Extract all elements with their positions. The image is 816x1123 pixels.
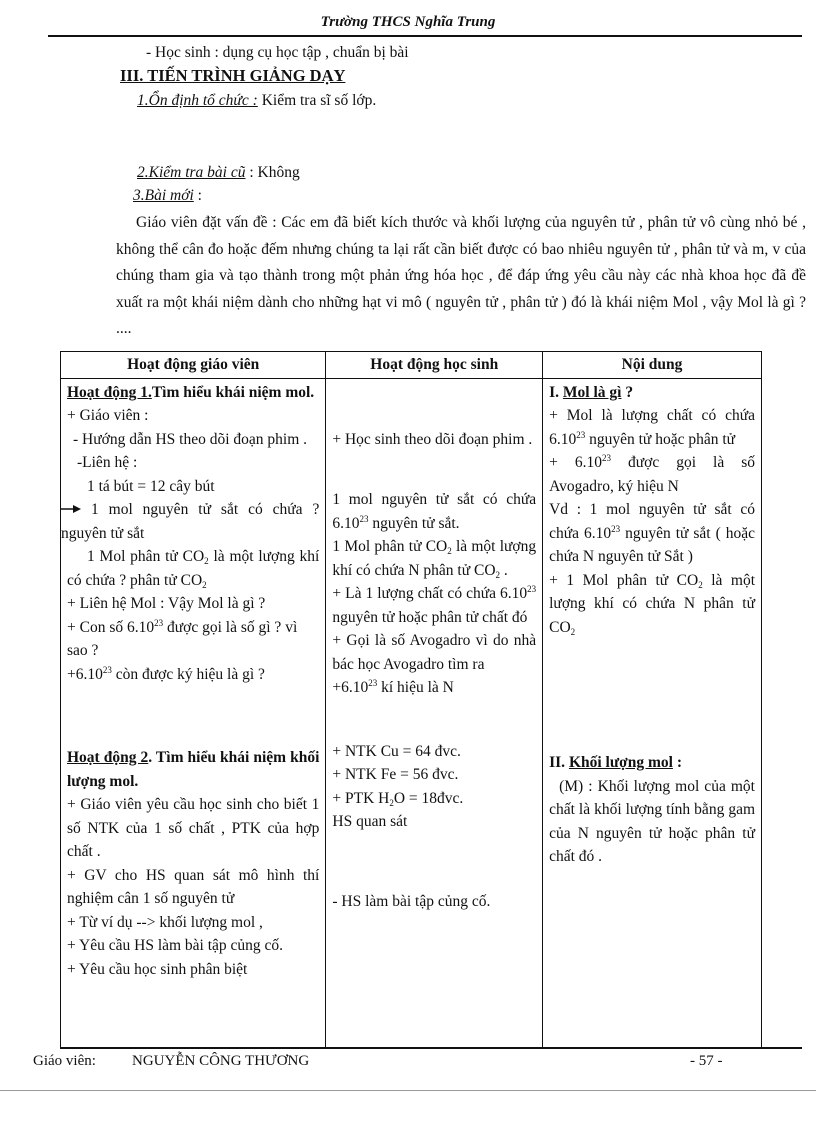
sub-2: 2 — [447, 546, 452, 556]
dozen-example: 1 tá bút = 12 cây bút — [87, 477, 215, 495]
c3-co2-a: + 1 Mol phân tử CO — [549, 571, 699, 589]
watch-film: + Học sinh theo dõi đoạn phim . — [332, 430, 533, 448]
c3-avog-a: + 6.10 — [549, 454, 602, 471]
request-1: + Giáo viên yêu cầu học sinh cho biết 1 số NTK của 1 số chất , PTK của hợp chất . — [67, 796, 320, 860]
intro-paragraph — [116, 210, 806, 343]
section-1-title — [549, 381, 755, 405]
sub-2: 2 — [202, 579, 207, 590]
sub-2: 2 — [570, 626, 576, 637]
footer-teacher-label: Giáo viên: — [33, 1053, 96, 1069]
step-1-text: Kiểm tra sĩ số lớp. — [257, 92, 377, 109]
sup-23: 23 — [102, 664, 112, 675]
sym-a-b: kí hiệu là N — [377, 679, 454, 696]
symbol-answer — [332, 676, 536, 700]
sup-23: 23 — [576, 429, 586, 440]
page-header-school: Trường THCS Nghĩa Trung — [320, 14, 496, 30]
symbol-q-a: +6.10 — [67, 665, 103, 683]
activity-1-label: Hoạt động 1. — [67, 383, 152, 401]
footer-page-number: - 57 - — [690, 1053, 723, 1069]
iron-a-b: nguyên tử sắt. — [368, 514, 460, 532]
teacher-column — [61, 378, 326, 1048]
header-divider — [48, 35, 802, 37]
sec1-c: ? — [621, 383, 634, 401]
student-prep-line: - Học sinh : dụng cụ học tập , chuẩn bị bài — [146, 44, 409, 61]
def-b: nguyên tử hoặc phân tử chất đó — [332, 608, 528, 626]
gv-guide: - Hướng dẫn HS theo dõi đoạn phim . — [73, 430, 308, 448]
sec1-b: Mol là gì — [562, 383, 622, 401]
c3-co2-b: là một lượng khí có chứa N phân tử CO — [549, 571, 755, 636]
page-edge-divider — [0, 1090, 816, 1091]
activity-1-rest: Tìm hiểu khái niệm mol. — [151, 383, 315, 401]
iron-question — [61, 498, 319, 545]
request-3: + Từ ví dụ --> khối lượng mol , — [67, 913, 263, 931]
c3-ex-a: Vd : 1 mol nguyên tử sắt có chứa 6.10 — [549, 501, 755, 542]
table-row — [61, 378, 762, 1048]
sec2-b: Khối lượng mol — [568, 754, 673, 771]
iron-question-text: 1 mol nguyên tử sắt có chứa ? nguyên tử sắt — [61, 501, 320, 542]
sup-23: 23 — [527, 584, 537, 594]
header-student: Hoạt động học sinh — [326, 352, 543, 379]
sec2-c: : — [672, 754, 682, 771]
table-header-row — [61, 352, 762, 379]
lesson-table — [60, 351, 762, 1049]
request-5: + Yêu cầu học sinh phân biệt — [67, 960, 248, 978]
ptk-h2o — [332, 787, 536, 811]
sup-23: 23 — [368, 678, 378, 688]
sup-23: 23 — [154, 617, 164, 628]
avogadro-question — [67, 616, 319, 663]
step-1-label: 1.Ổn định tổ chức : — [137, 92, 258, 109]
co2-a-c: . — [500, 561, 508, 579]
c3-def-a: + Mol là lượng chất có chứa 6.10 — [549, 407, 755, 448]
step-2-label: 2.Kiểm tra bài cũ — [137, 164, 246, 181]
step-3-label: 3.Bài mới — [133, 187, 194, 204]
iron-answer — [332, 488, 536, 535]
sub-2: 2 — [389, 797, 394, 808]
sub-2: 2 — [698, 579, 703, 590]
student-column — [326, 378, 543, 1048]
ptk-b: O = 18đvc. — [393, 789, 464, 807]
sub-2: 2 — [204, 556, 209, 566]
observe: HS quan sát — [332, 813, 408, 830]
footer-teacher-name: NGUYỄN CÔNG THƯƠNG — [132, 1053, 310, 1069]
sup-23: 23 — [601, 453, 611, 463]
iron-a-a: 1 mol nguyên tử sắt có chứa 6.10 — [332, 491, 537, 532]
sub-2: 2 — [495, 569, 501, 580]
avogadro-number — [549, 451, 755, 498]
activity-2-title — [67, 746, 319, 793]
sup-23: 23 — [611, 523, 621, 534]
request-2: + GV cho HS quan sát mô hình thí nghiệm cân 1 số nguyên tử — [67, 866, 320, 907]
activity-2-label: Hoạt động 2 — [67, 749, 149, 766]
co2-a-b: là một lượng khí có chứa N phân tử CO — [332, 538, 537, 579]
co2-a-a: 1 Mol phân tử CO — [332, 538, 448, 555]
step-3-text: : — [193, 187, 202, 204]
intro-paragraph-text: Giáo viên đặt vấn đề : Các em đã biết kích thước và khối lượng của nguyên tử , phân tử vô cùng nhỏ bé , không thể cân đo hoặc đếm nhưng chúng ta lại rất cần biết được có bao nhiêu nguyên tử , phân tử và m, v của chúng tham gia và tạo thành trong một phản ứng hóa học , để đáp ứng yêu cầu này các nhà khoa học đã đề xuất ra một khái niệm dành cho những hạt vi mô ( nguyên tử , phân tử ) đó là khái niệm Mol , vậy Mol là gì ? .... — [116, 214, 806, 337]
molar-mass-definition: (M) : Khối lượng mol của một chất là khối lượng tính bằng gam của N nguyên tử hoặc phân tử chất đó . — [549, 777, 755, 865]
step-1 — [137, 92, 376, 110]
mol-definition-answer — [332, 582, 536, 629]
sym-a-a: +6.10 — [332, 679, 369, 696]
content-column — [543, 378, 762, 1048]
section-2-title — [549, 751, 755, 775]
symbol-question — [67, 663, 319, 687]
co2-answer — [332, 535, 536, 582]
avog-q-b: được gọi là số gì ? vì sao ? — [67, 618, 298, 659]
step-3 — [133, 187, 202, 205]
step-2-text: : Không — [245, 164, 300, 181]
request-4: + Yêu cầu HS làm bài tập củng cố. — [67, 937, 284, 954]
sec1-a: I. — [549, 383, 563, 401]
avogadro-answer: + Gọi là số Avogadro vì do nhà bác học Avogadro tìm ra — [332, 632, 537, 673]
step-2 — [137, 164, 300, 182]
footer-divider — [60, 1047, 802, 1049]
co2-q-b: là một lượng khí có chứa ? phân tử CO — [67, 548, 320, 589]
header-content: Nội dung — [543, 352, 762, 379]
gv-label: + Giáo viên : — [67, 407, 149, 424]
co2-content — [549, 569, 755, 640]
co2-q-a: 1 Mol phân tử CO — [87, 548, 205, 565]
example-iron — [549, 498, 755, 569]
sup-23: 23 — [359, 513, 369, 524]
arrow-right-icon — [61, 498, 81, 522]
c3-ex-b: nguyên tử sắt ( hoặc chứa N nguyên tử Sắt ) — [549, 524, 755, 565]
symbol-q-b: còn được ký hiệu là gì ? — [111, 665, 265, 683]
contact-label: -Liên hệ : — [77, 454, 138, 471]
activity-2-rest: . Tìm hiểu khái niệm khối lượng mol. — [67, 749, 320, 790]
header-teacher: Hoạt động giáo viên — [61, 352, 326, 379]
ntk-cu: + NTK Cu = 64 đvc. — [332, 742, 461, 760]
activity-1-title — [67, 381, 319, 405]
avog-q-a: + Con số 6.10 — [67, 618, 155, 636]
section-3-title: III. TIẾN TRÌNH GIẢNG DẠY — [120, 66, 346, 85]
ntk-fe: + NTK Fe = 56 đvc. — [332, 766, 459, 783]
def-a: + Là 1 lượng chất có chứa 6.10 — [332, 585, 528, 602]
mol-definition — [549, 404, 755, 451]
mol-question: + Liên hệ Mol : Vậy Mol là gì ? — [67, 595, 266, 612]
c3-def-b: nguyên tử hoặc phân tử — [585, 430, 736, 448]
c3-avog-b: được gọi là số Avogadro, ký hiệu N — [549, 454, 755, 495]
exercise: - HS làm bài tập củng cố. — [332, 892, 491, 910]
sec2-a: II. — [549, 754, 569, 771]
ptk-a: + PTK H — [332, 789, 390, 807]
co2-question — [67, 545, 319, 592]
